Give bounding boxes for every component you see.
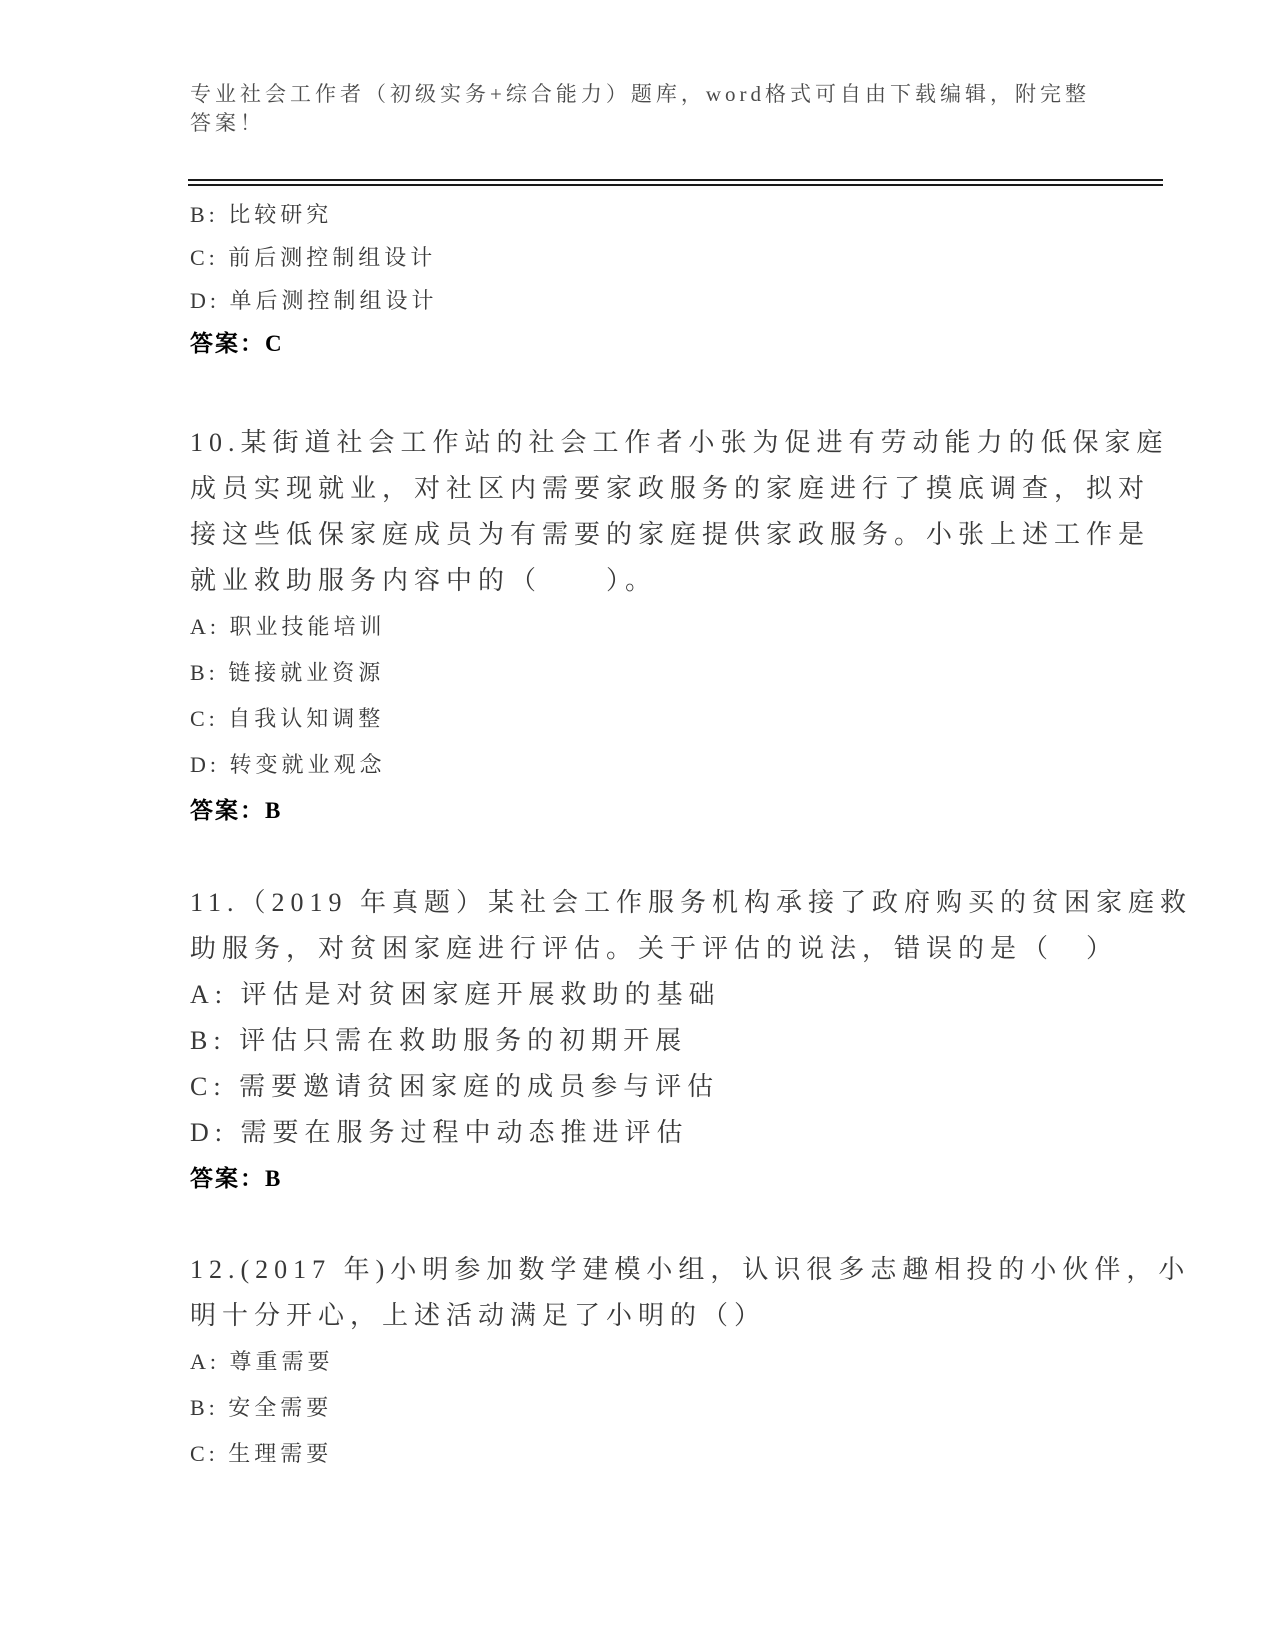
option-row: B: 评估只需在救助服务的初期开展 <box>190 1026 688 1055</box>
answer-row: 答案：C <box>190 331 284 356</box>
option-row: B: 比较研究 <box>190 202 333 227</box>
question-line: 助服务，对贫困家庭进行评估。关于评估的说法，错误的是（ ） <box>190 934 1119 963</box>
option-row: B: 链接就业资源 <box>190 660 385 685</box>
option-row: D: 转变就业观念 <box>190 752 386 777</box>
option-row: A: 评估是对贫困家庭开展救助的基础 <box>190 980 721 1009</box>
option-row: A: 尊重需要 <box>190 1349 334 1374</box>
question-line: 就业救助服务内容中的（ ）。 <box>190 566 658 595</box>
option-row: A: 职业技能培训 <box>190 614 386 639</box>
option-row: D: 需要在服务过程中动态推进评估 <box>190 1118 689 1147</box>
option-row: C: 自我认知调整 <box>190 706 385 731</box>
header-divider-double-line <box>188 179 1163 186</box>
question-9-options-block <box>190 193 1220 365</box>
answer-row: 答案：B <box>190 1166 283 1191</box>
question-line: 12.(2017 年)小明参加数学建模小组，认识很多志趣相投的小伙伴，小 <box>190 1255 1191 1284</box>
answer-row: 答案：B <box>190 798 283 823</box>
question-11-block <box>190 880 1220 1202</box>
option-row: C: 需要邀请贫困家庭的成员参与评估 <box>190 1072 720 1101</box>
option-row: C: 前后测控制组设计 <box>190 245 437 270</box>
question-line: 10.某街道社会工作站的社会工作者小张为促进有劳动能力的低保家庭 <box>190 428 1169 457</box>
question-line: 明十分开心，上述活动满足了小明的（） <box>190 1301 767 1330</box>
question-line: 成员实现就业，对社区内需要家政服务的家庭进行了摸底调查，拟对 <box>190 474 1151 503</box>
header-text-line: 答案！ <box>190 111 265 135</box>
question-line: 接这些低保家庭成员为有需要的家庭提供家政服务。小张上述工作是 <box>190 520 1151 549</box>
question-12-block <box>190 1247 1220 1477</box>
option-row: C: 生理需要 <box>190 1441 333 1466</box>
option-row: B: 安全需要 <box>190 1395 333 1420</box>
question-10-block <box>190 420 1220 834</box>
question-line: 11.（2019 年真题）某社会工作服务机构承接了政府购买的贫困家庭救 <box>190 888 1193 917</box>
option-row: D: 单后测控制组设计 <box>190 288 438 313</box>
page-header <box>190 80 1180 138</box>
header-text-line: 专业社会工作者（初级实务+综合能力）题库，word格式可自由下载编辑，附完整 <box>190 82 1090 106</box>
